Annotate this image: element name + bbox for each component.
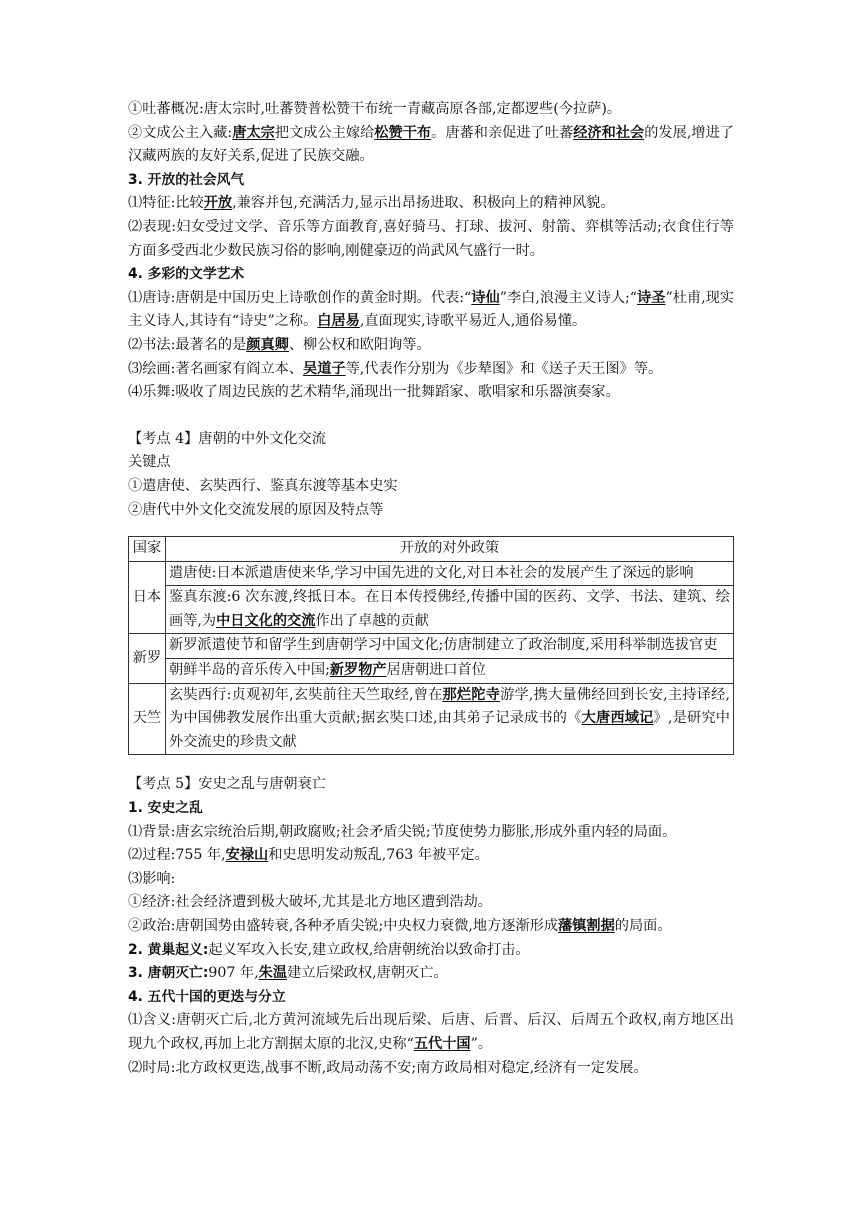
key-term: 吴道子: [303, 360, 346, 377]
silla-envoys: 新罗派遣使节和留学生到唐朝学习中国文化;仿唐制建立了政治制度,采用科举制选拔官吏: [166, 634, 734, 659]
xuanzang-journey: 玄奘西行:贞观初年,玄奘前往天竺取经,曾在那烂陀寺游学,携大量佛经回到长安,主持译经,为中国佛教发展作出重大贡献;据玄奘口述,由其弟子记录成书的《大唐西域记》,是研究中外交流史的珍贵文献: [166, 683, 734, 755]
header-policy: 开放的对外政策: [166, 537, 734, 562]
key-term: 唐太宗: [232, 124, 275, 141]
key-term: 那烂陀寺: [442, 686, 501, 703]
table-row: [129, 561, 734, 586]
table-header-row: [129, 537, 734, 562]
key-term: 五代十国: [413, 1035, 471, 1052]
key-term: 诗仙: [471, 289, 500, 306]
tibet-overview: ①吐蕃概况:唐太宗时,吐蕃赞普松赞干布统一青藏高原各部,定都逻些(今拉萨)。: [128, 101, 622, 117]
jianzhen-voyage: 鉴真东渡:6 次东渡,终抵日本。在日本传授佛经,传播中国的医药、文学、书法、建筑、绘画等,为中日文化的交流作出了卓越的贡献: [166, 586, 734, 634]
key-point-1: ①遣唐使、玄奘西行、鉴真东渡等基本史实: [128, 477, 398, 494]
five-dynasties-meaning: ⑴含义:唐朝灭亡后,北方黄河流域先后出现后梁、后唐、后晋、后汉、后周五个政权,南方地区出现九个政权,再加上北方割据太原的北汉,史称“五代十国”。: [128, 1012, 734, 1052]
tang-fall: 3. 唐朝灭亡:907 年,朱温建立后梁政权,唐朝灭亡。: [128, 965, 448, 982]
key-term: 白居易: [317, 313, 360, 330]
key-term: 新罗物产: [329, 662, 387, 679]
key-term: 诗圣: [637, 289, 666, 306]
key-term: 安禄山: [225, 847, 269, 864]
open-society-manifestation: ⑵表现:妇女受过文学、音乐等方面教育,喜好骑马、打球、拔河、射箭、弈棋等活动;衣食住行等方面多受西北少数民族习俗的影响,刚健豪迈的尚武风气盛行一时。: [128, 218, 734, 259]
huangchao-uprising: 2. 黄巢起义:起义军攻入长安,建立政权,给唐朝统治以致命打击。: [128, 941, 530, 958]
key-term: 中日文化的交流: [216, 612, 316, 629]
key-points-label: 关键点: [128, 454, 171, 471]
country-japan: 日本: [129, 561, 166, 634]
document-page: [128, 98, 734, 1080]
calligraphy: ⑵书法:最著名的是颜真卿、柳公权和欧阳询等。: [128, 336, 431, 353]
impact-politics: ②政治:唐朝国势由盛转衰,各种矛盾尖锐;中央权力衰微,地方逐渐形成藩镇割据的局面。: [128, 918, 672, 934]
painting: ⑶绘画:著名画家有阎立本、吴道子等,代表作分别为《步辇图》和《送子天王图》等。: [128, 360, 663, 377]
country-india: 天竺: [129, 683, 166, 755]
music-dance: ⑷乐舞:吸收了周边民族的艺术精华,涌现出一批舞蹈家、歌唱家和乐器演奏家。: [128, 384, 620, 401]
rebellion-impact-label: ⑶影响:: [128, 870, 176, 887]
impact-economy: ①经济:社会经济遭到极大破坏,尤其是北方地区遭到浩劫。: [128, 894, 492, 911]
heading-five-dynasties: 4. 五代十国的更迭与分立: [128, 988, 286, 1005]
table-row: [129, 634, 734, 659]
rebellion-background: ⑴背景:唐玄宗统治后期,朝政腐败;社会矛盾尖锐;节度使势力膨胀,形成外重内轻的局面。: [128, 823, 677, 840]
key-term: 经济和社会: [573, 124, 645, 141]
heading-literature: 4. 多彩的文学艺术: [128, 266, 245, 283]
kaodian5-title: 【考点 5】安史之乱与唐朝衰亡: [128, 776, 326, 793]
tang-poetry: ⑴唐诗:唐朝是中国历史上诗歌创作的黄金时期。代表:“诗仙”李白,浪漫主义诗人;“诗圣”杜甫,现实主义诗人,其诗有“诗史”之称。白居易,直面现实,诗歌平易近人,通俗易懂。: [128, 289, 734, 330]
heading-anshi-rebellion: 1. 安史之乱: [128, 800, 203, 817]
key-term: 藩镇割据: [558, 918, 615, 934]
princess-wencheng: ②文成公主入藏:唐太宗把文成公主嫁给松赞干布。唐蕃和亲促进了吐蕃经济和社会的发展,增进了汉藏两族的友好关系,促进了民族交融。: [128, 124, 734, 165]
foreign-exchange-table: [128, 536, 734, 755]
japan-envoys: 遣唐使:日本派遣唐使来华,学习中国先进的文化,对日本社会的发展产生了深远的影响: [166, 561, 734, 586]
country-silla: 新罗: [129, 634, 166, 683]
key-point-2: ②唐代中外文化交流发展的原因及特点等: [128, 501, 384, 518]
heading-open-society: 3. 开放的社会风气: [128, 171, 245, 188]
key-term: 松赞干布: [374, 124, 432, 141]
header-country: 国家: [129, 537, 166, 562]
rebellion-process: ⑵过程:755 年,安禄山和史思明发动叛乱,763 年被平定。: [128, 847, 489, 864]
key-term: 颜真卿: [246, 336, 289, 353]
five-dynasties-situation: ⑵时局:北方政权更迭,战事不断,政局动荡不安;南方政局相对稳定,经济有一定发展。: [128, 1059, 648, 1076]
table-row: [129, 659, 734, 684]
key-term: 大唐西域记: [581, 710, 654, 727]
kaodian4-title: 【考点 4】唐朝的中外文化交流: [128, 430, 326, 447]
key-term: 朱温: [258, 965, 288, 982]
silla-goods: 朝鲜半岛的音乐传入中国;新罗物产居唐朝进口首位: [166, 659, 734, 684]
table-row: [129, 586, 734, 634]
table-row: [129, 683, 734, 755]
key-term: 开放: [203, 195, 233, 212]
open-society-feature: ⑴特征:比较开放,兼容并包,充满活力,显示出昂扬进取、积极向上的精神风貌。: [128, 195, 615, 212]
